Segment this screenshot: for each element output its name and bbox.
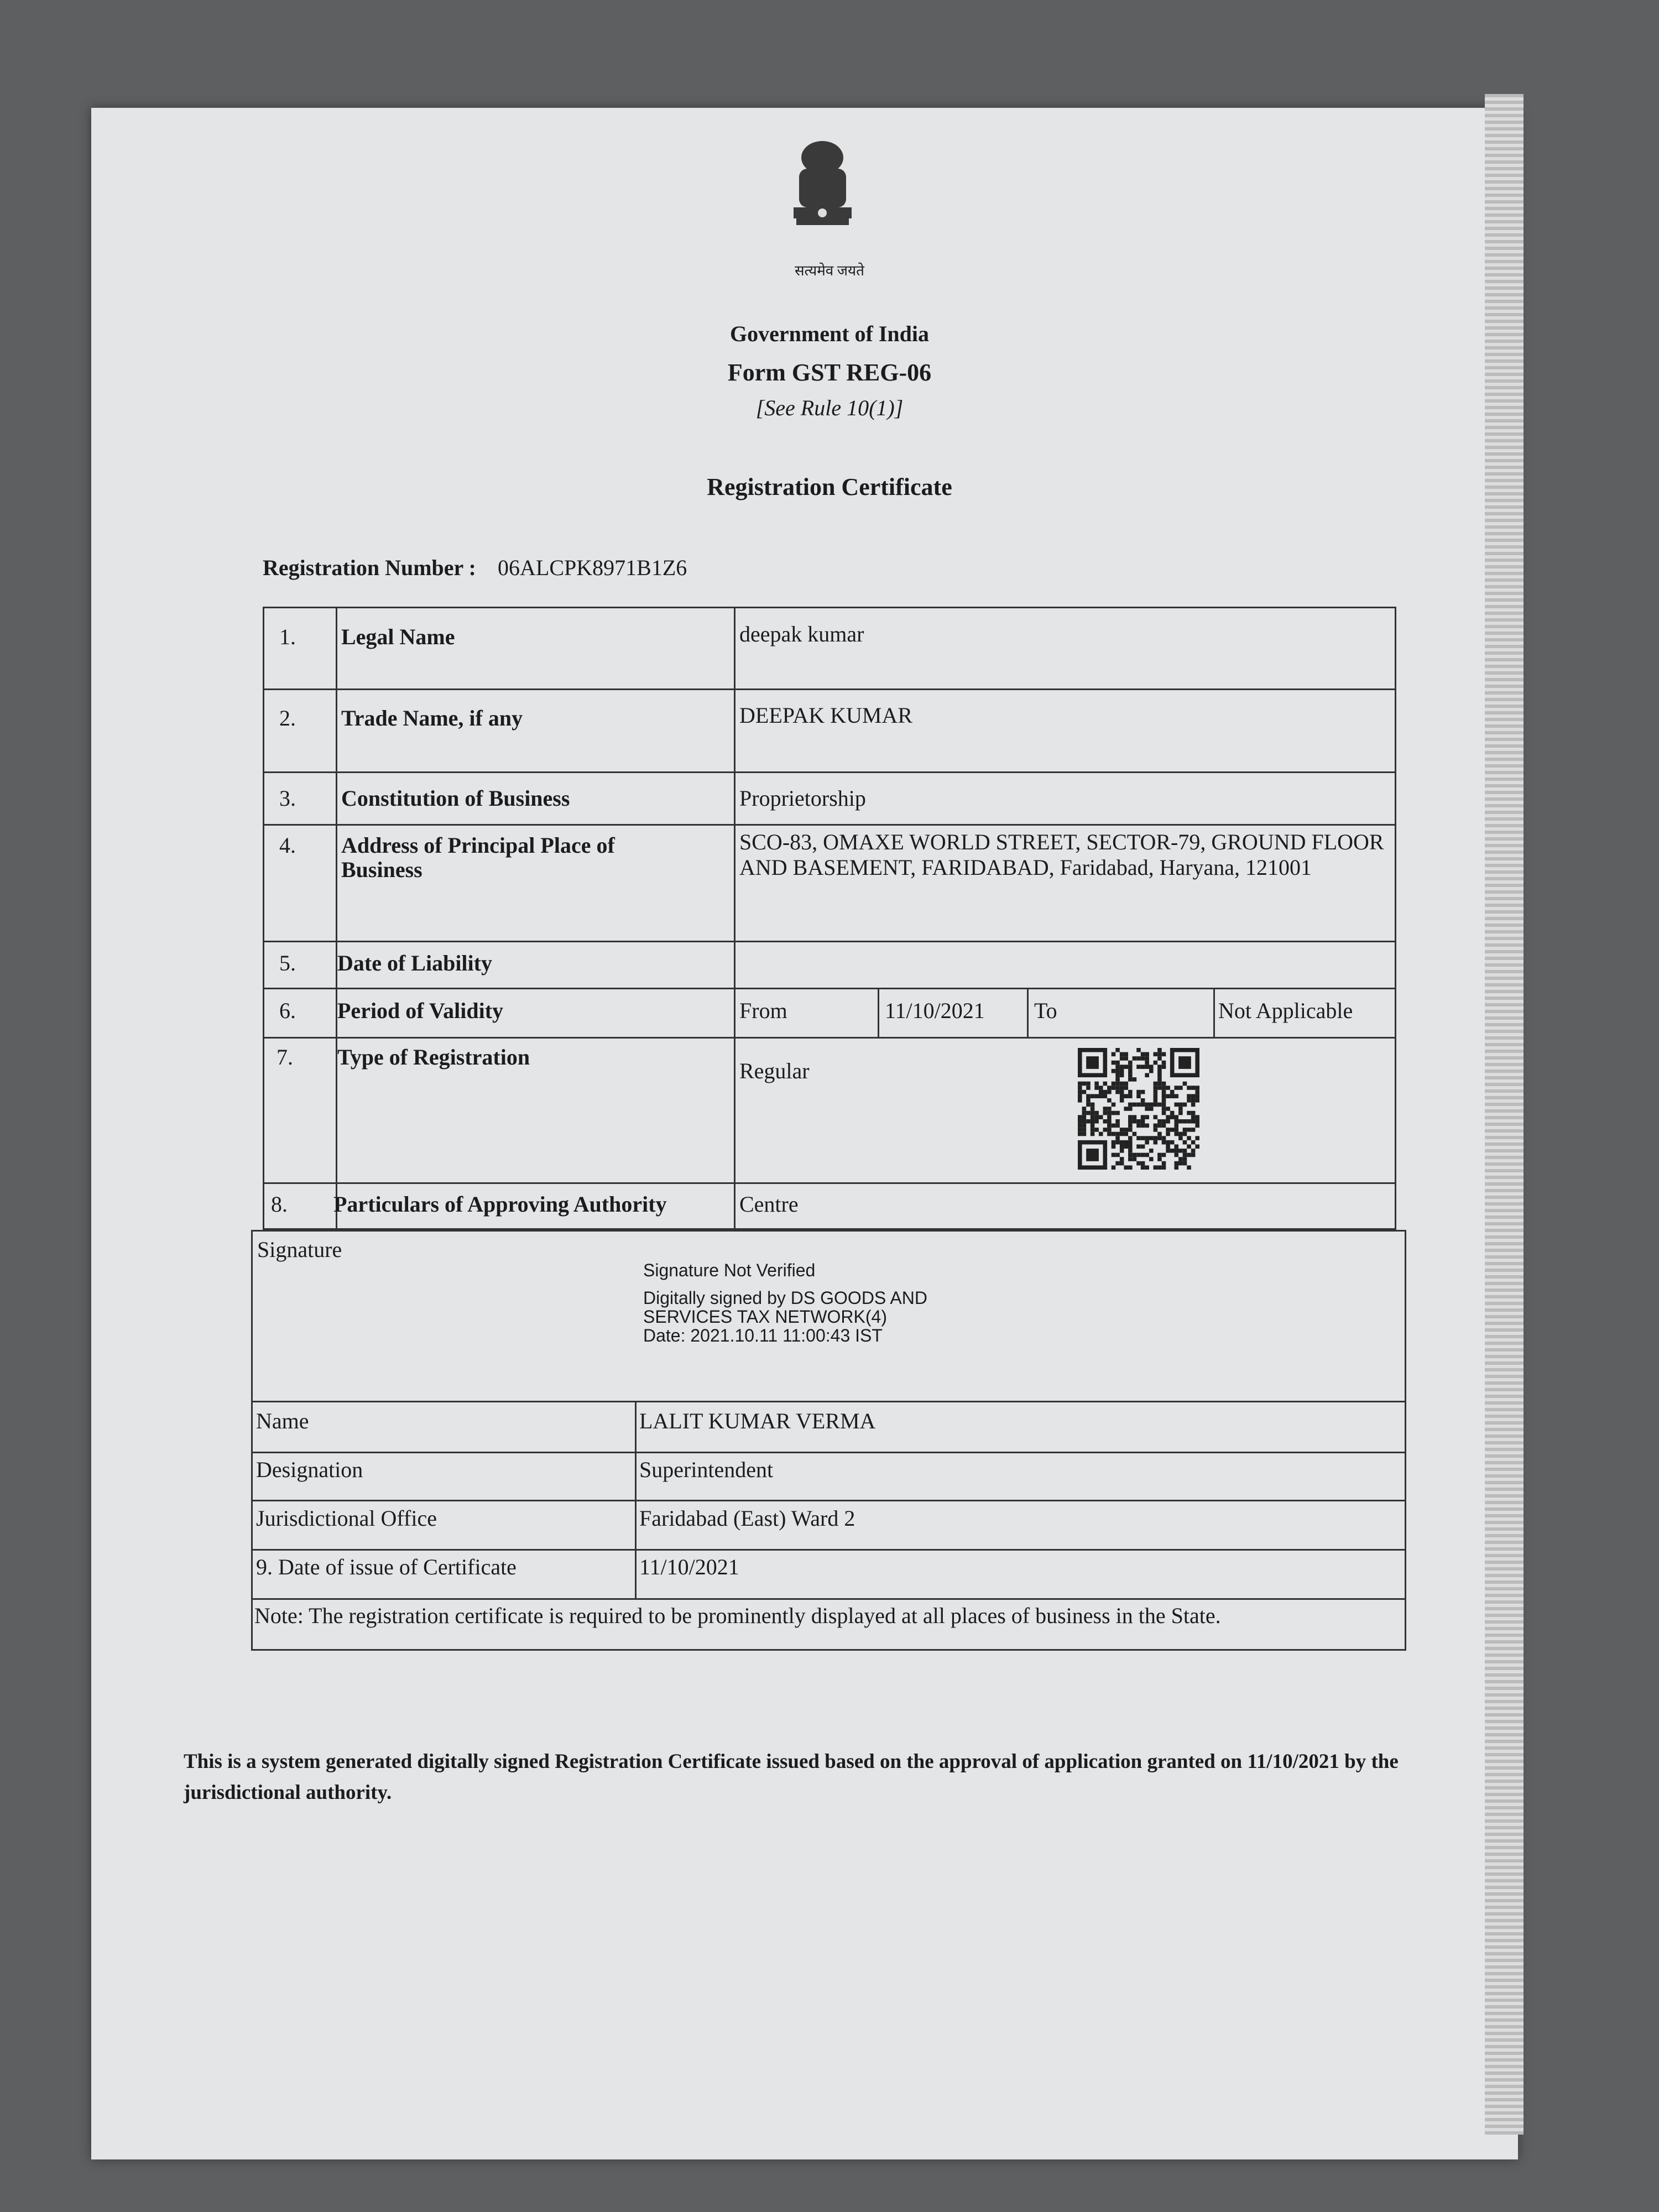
qr-code-icon: [1078, 1048, 1199, 1170]
footer-statement: This is a system generated digitally signed Registration Certificate issued based on the approval of application granted on 11/10/2021 by the jurisdictional authority.: [184, 1750, 1399, 1804]
form-title: Form GST REG-06: [727, 359, 932, 386]
trade-name-value: DEEPAK KUMAR: [739, 703, 913, 728]
national-emblem-icon: [777, 135, 868, 252]
signature-date: Date: 2021.10.11 11:00:43 IST: [643, 1326, 883, 1345]
legal-name-value: deepak kumar: [739, 622, 864, 646]
period-label: Period of Validity: [337, 998, 504, 1023]
valid-from: 11/10/2021: [885, 998, 985, 1023]
approving-authority-label: Particulars of Approving Authority: [333, 1192, 667, 1217]
page-title: Registration Certificate: [707, 473, 952, 500]
constitution-label: Constitution of Business: [341, 786, 570, 811]
approving-authority-value: Centre: [739, 1192, 799, 1217]
note: Note: The registration certificate is required to be prominently displayed at all places of business in the State.: [254, 1603, 1221, 1628]
rule-reference: [See Rule 10(1)]: [755, 395, 904, 420]
date-of-liability-label: Date of Liability: [337, 951, 492, 975]
government-title: Government of India: [730, 321, 929, 346]
officer-name: LALIT KUMAR VERMA: [639, 1408, 876, 1433]
registration-type-label: Type of Registration: [337, 1045, 530, 1070]
constitution-value: Proprietorship: [739, 786, 866, 811]
signature-status: Signature Not Verified: [643, 1260, 816, 1280]
valid-to: Not Applicable: [1218, 998, 1353, 1023]
registration-number: 06ALCPK8971B1Z6: [498, 555, 687, 580]
registration-type-value: Regular: [739, 1058, 810, 1083]
registration-details-table: [263, 607, 1396, 1230]
jurisdictional-office: Faridabad (East) Ward 2: [639, 1506, 855, 1531]
trade-name-label: Trade Name, if any: [341, 706, 523, 731]
address-label: Address of Principal Place of Business: [341, 833, 615, 882]
signature-label: Signature: [257, 1237, 342, 1262]
signed-by: Digitally signed by DS GOODS AND SERVICES TAX NETWORK(4): [643, 1288, 927, 1327]
emblem-motto: सत्यमेव जयते: [795, 263, 864, 279]
registration-number-label: Registration Number :: [263, 555, 476, 580]
legal-name-label: Legal Name: [341, 624, 455, 649]
date-of-issue: 11/10/2021: [639, 1554, 739, 1579]
address-value: SCO-83, OMAXE WORLD STREET, SECTOR-79, GROUND FLOOR AND BASEMENT, FARIDABAD, Faridabad, Haryana, 121001: [739, 830, 1384, 880]
officer-designation: Superintendent: [639, 1457, 774, 1482]
